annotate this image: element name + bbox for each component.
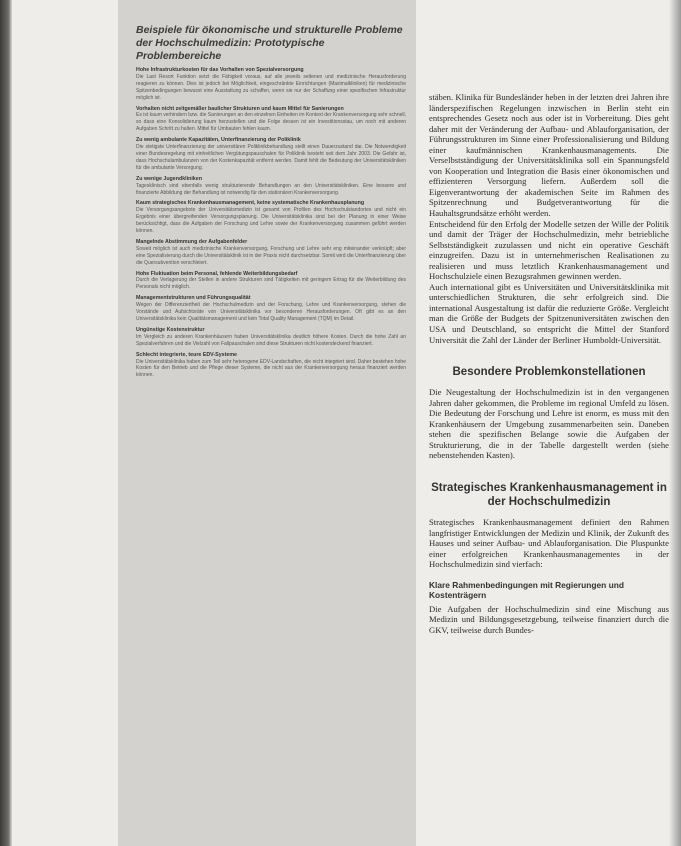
body-paragraph: Die Aufgaben der Hochschulmedizin sind eine Mischung aus Medizin und Bildungsgesetzgebung, teilweise finanziert durch die GKV, teilweise durch Bundes- — [429, 603, 669, 635]
info-box-section — [136, 239, 406, 267]
info-box-sections — [136, 67, 406, 383]
page-edge-shadow — [669, 0, 681, 846]
info-box-section — [136, 67, 406, 102]
page-binding-shadow — [0, 0, 12, 846]
section-body: Die Versorgungsangebote der Universitätsmedizin ist gesamt von Profilen des Hochschulstandortes und nicht ein Ergebnis einer übergreifenden Versorgungsplanung. Die Universitätsklinika sind bei der Planung in einer Weise berücksichtigt, dass die Aufgaben der Forschung und Lehre sowie der Krankenversorgung zusammen geführt werden können. — [136, 207, 406, 235]
section-heading-problemkonstellationen: Besondere Problemkonstellationen — [452, 366, 646, 379]
info-box-section — [136, 295, 406, 323]
section-body: Es ist kaum verhindern bzw. die Sanierungen an den einzelnen Einheiten im Kontext der Krankenversorgung sehr schnell, so dass eine Konsolidierung kaum herzustellen und die Folge dessen ist ein Investitionsstau, um noch mit anderen Aufgaben Schritt zu halten. Mittel für Umbauten fehlen kaum. — [136, 112, 406, 133]
section-heading: Ungünstige Kostenstruktur — [136, 326, 205, 333]
section-body: Die Universitätsklinika haben zum Teil sehr heterogene EDV-Landschaften, die nicht integriert sind. Daher bestehen hohe Kosten für den Betrieb und die Pflege dieser Systeme, die nicht aus der Krankenversorgung heraus finanziert werden können. — [136, 358, 406, 379]
section-heading: Hohe Fluktuation beim Personal, fehlende Weiterbildungsbedarf — [136, 270, 298, 277]
body-paragraph: Die Neugestaltung der Hochschulmedizin ist in den vergangenen Jahren daher gekommen, die Probleme im regional Umfeld zu lösen. Die Bedeutung der Forschung und Lehre ist enorm, es muss mit den Krankenhäusern der Umgebung zusammenarbeiten sein. Daneben stehen die spezifischen Belange sowie die Aufgaben der Strukturierung, die in der Tabelle dargestellt werden (siehe nebenstehenden Kasten). — [429, 387, 669, 461]
main-column — [429, 92, 669, 635]
section-body: Wegen der Differenziertheit der Hochschulmedizin und der Forschung, Lehre und Krankenversorgung, stehen die Vorstände und Aufsichtsräte von Universitätsklinika vor besonderen Herausforderungen. Oft gibt es an den Universitätsklinika kein Qualitätsmanagement und kein Total Quality Management (TQM) im Detail. — [136, 302, 406, 322]
info-box-section — [136, 327, 406, 348]
section-body: Im Vergleich zu anderen Krankenhäusern haben Universitätsklinika deutlich höhere Kosten. Durch die hohe Zahl an Spezialverfahren und die Vielzahl von Fallpauschalen sind diese Strukturen nicht kostendeckend finanziert. — [136, 333, 406, 347]
body-paragraph: stäben. Klinika für Bundesländer heben in der letzten drei Jahren ihre länderspezifischen Regelungen inzwischen in Berlin steht ein entsprechendes Gesetz noch aus oder ist in Vorbereitung. Dies geht daher mit der Veränderung der Aufbau- und Ablauforganisation, der Führungsstrukturen im Sinne einer Professionalisierung und Bildung einer kaufmännischen Krankenhausmanagements. Die Verselbstständigung der Universitätsklinika soll ein Spannungsfeld von Kooperation und Integration die Basis einer ökonomischen und effizienteren Versorgung liefern. Außerdem soll die Eigenverantwortung der akademischen Seite im Rahmen des Spitzenrechnung und Budgetverantwortung für die Hauhaltsgrundsätze erhöht werden. — [429, 92, 669, 219]
section-heading: Mangelnde Abstimmung der Aufgabenfelder — [136, 238, 248, 245]
section-body: Tagesklinisch sind ebenfalls wenig strukturierende Behandlungen an den Universitätskliniken. Eine bessere und finanzierte Abbildung der Behandlung ist notwendig für den stationären Krankenversorgung. — [136, 182, 406, 196]
section-heading: Zu wenige Jugendkliniken — [136, 175, 202, 182]
info-box-section — [136, 200, 406, 235]
info-box-section — [136, 176, 406, 197]
body-paragraph: Auch international gibt es Universitäten und Universitätsklinika mit unterschiedlichen Strukturen, die sehr erfolgreich sind. Die international Ausgestaltung ist dafür die reduzierte Größe. Vergleicht man die Größe der Budgets der Spitzenuniversitäten zwischen den USA und Deutschland, so entspricht die Mittel der Stanford Universität die Zahl der Länder der Berliner Humboldt-Universität. — [429, 281, 669, 345]
section-heading: Managementstrukturen und Führungsqualität — [136, 295, 251, 302]
spacer — [429, 345, 669, 365]
info-box-section — [136, 271, 406, 292]
section-heading: Kaum strategisches Krankenhausmanagement, keine systematische Krankenhausplanung — [136, 200, 365, 207]
section-body: Durch die Verlagerung der Stellen in andere Strukturen sind Tätigkeiten mit geringem Ertrag für die Weiterbildung des Personals nicht möglich. — [136, 277, 406, 291]
subheading-rahmenbedingungen: Klare Rahmenbedingungen mit Regierungen und Kostenträgern — [429, 579, 624, 601]
section-heading: Hohe Infrastrukturkosten für das Vorhalten von Spezialversorgung — [136, 67, 304, 73]
body-paragraph: Entscheidend für den Erfolg der Modelle setzen der Wille der Politik und damit der Träger der Hochschulmedizin, mehr betriebliche Selbstständigkeit zuzulassen und nicht ein operative Geschäft einzugreifen. Dazu ist in unternehmerischen Realisationen zu realisieren und muss letztlich Krankenhausmanagement und Hochschulziele einen Bezugsrahmen gewinnen werden. — [429, 218, 669, 282]
section-heading: Schlecht integrierte, teure EDV-Systeme — [136, 351, 237, 358]
body-paragraph: Strategisches Krankenhausmanagement definiert den Rahmen langfristiger Entwicklungen der Medizin und Klinik, der Zukunft des Hauses und seiner Aufbau- und Ablauforganisation. Die Pluspunkte einer erfolgreichen Krankenhausmanagementes in der Hochschulmedizin sind vierfach: — [429, 516, 669, 570]
info-box-section — [136, 137, 406, 172]
section-body: Die Last Resort Funktion setzt die Fähigkeit voraus, auf alle jeweils seltenen und medizinische Herausforderung reagieren zu können. Dies ist jedoch bei Möglichkeit, eingeschränkte Einrichtungen (Maximalkliniken) für medizinische Spitzenbedingungen bewusst eine Ausstattung zu schaffen, wenn sie nur der Schaffung einer spezifischen Infrastruktur möglich ist. — [136, 73, 406, 101]
spacer — [429, 461, 669, 481]
info-box-title: Beispiele für ökonomische und strukturelle Probleme der Hochschulmedizin: Prototypische Problembereiche — [136, 24, 403, 62]
section-body: Soweit möglich ist auch medizinische Krankenversorgung, Forschung und Lehre sehr eng miteinander verknüpft; aber eine Spezialisierung durch die Universitätsklinik ist in der Praxis nicht durchsetzbar. Somit wird die Unterfinanzierung über die Quersubvention verschleiert. — [136, 245, 406, 266]
section-heading: Vorhalten nicht zeitgemäßer baulicher Strukturen und kaum Mittel für Sanierungen — [136, 105, 344, 112]
info-box-section — [136, 352, 406, 380]
info-box-section — [136, 106, 406, 134]
section-heading-krankenhausmanagement: Strategisches Krankenhausmanagement in der Hochschulmedizin — [431, 481, 667, 508]
section-body: Die stetigste Unterfinanzierung der universitären Poliklinikbehandlung stellt einen Dauerzustand dar. Die Notwendigkeit einer Bundesregelung mit einheitlichen Vergütungspauschalen für Poliklinik besteht seit dem Jahr 2003. Die Gefahr ist, dass Hochschulambulanzen von der Kostenkapazität entfernt werden. Damit fehlt die Bedeutung der Universitätskliniken für die ambulante Versorgung. — [136, 144, 406, 171]
section-heading: Zu wenig ambulante Kapazitäten, Unterfinanzierung der Poliklinik — [136, 137, 301, 144]
